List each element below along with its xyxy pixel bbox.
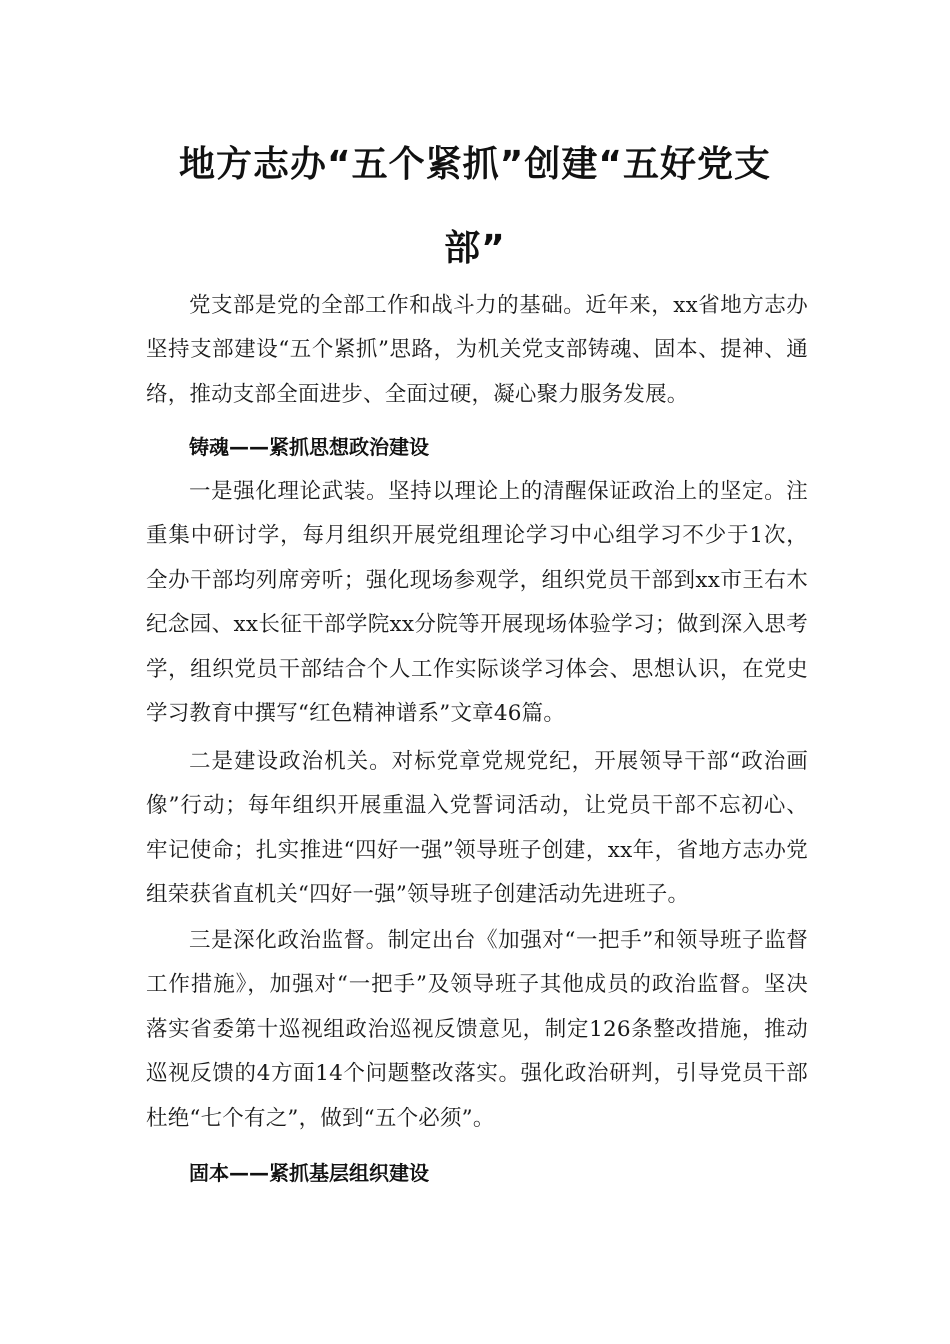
paragraph-political-supervision: 三是深化政治监督。制定出台《加强对“一把手”和领导班子监督工作措施》，加强对“一把手”及领导班子其他成员的政治监督。坚决落实省委第十巡视组政治巡视反馈意见，制定126条整改措施，推动巡视反馈的4方面14个问题整改落实。强化政治研判，引导党员干部杜绝“七个有之”，做到“五个必须”。 — [146, 928, 808, 1131]
document-title-line2: 部” — [444, 228, 506, 269]
section-heading-zhuhun: 铸魂——紧抓思想政治建设 — [189, 435, 429, 459]
paragraph-theory-study: 一是强化理论武装。坚持以理论上的清醒保证政治上的坚定。注重集中研讨学，每月组织开展党组理论学习中心组学习不少于1次，全办干部均列席旁听；强化现场参观学，组织党员干部到xx市王右木纪念园、xx长征干部学院xx分院等开展现场体验学习；做到深入思考学，组织党员干部结合个人工作实际谈学习体会、思想认识，在党史学习教育中撰写“红色精神谱系”文章46篇。 — [146, 479, 808, 727]
intro-paragraph: 党支部是党的全部工作和战斗力的基础。近年来，xx省地方志办坚持支部建设“五个紧抓”思路，为机关党支部铸魂、固本、提神、通络，推动支部全面进步、全面过硬，凝心聚力服务发展。 — [146, 293, 808, 407]
paragraph-political-organ: 二是建设政治机关。对标党章党规党纪，开展领导干部“政治画像”行动；每年组织开展重温入党誓词活动，让党员干部不忘初心、牢记使命；扎实推进“四好一强”领导班子创建，xx年，省地方志办党组荣获省直机关“四好一强”领导班子创建活动先进班子。 — [146, 749, 808, 908]
document-title-line1: 地方志办“五个紧抓”创建“五好党支 — [179, 144, 771, 185]
section-heading-guben: 固本——紧抓基层组织建设 — [189, 1161, 429, 1185]
